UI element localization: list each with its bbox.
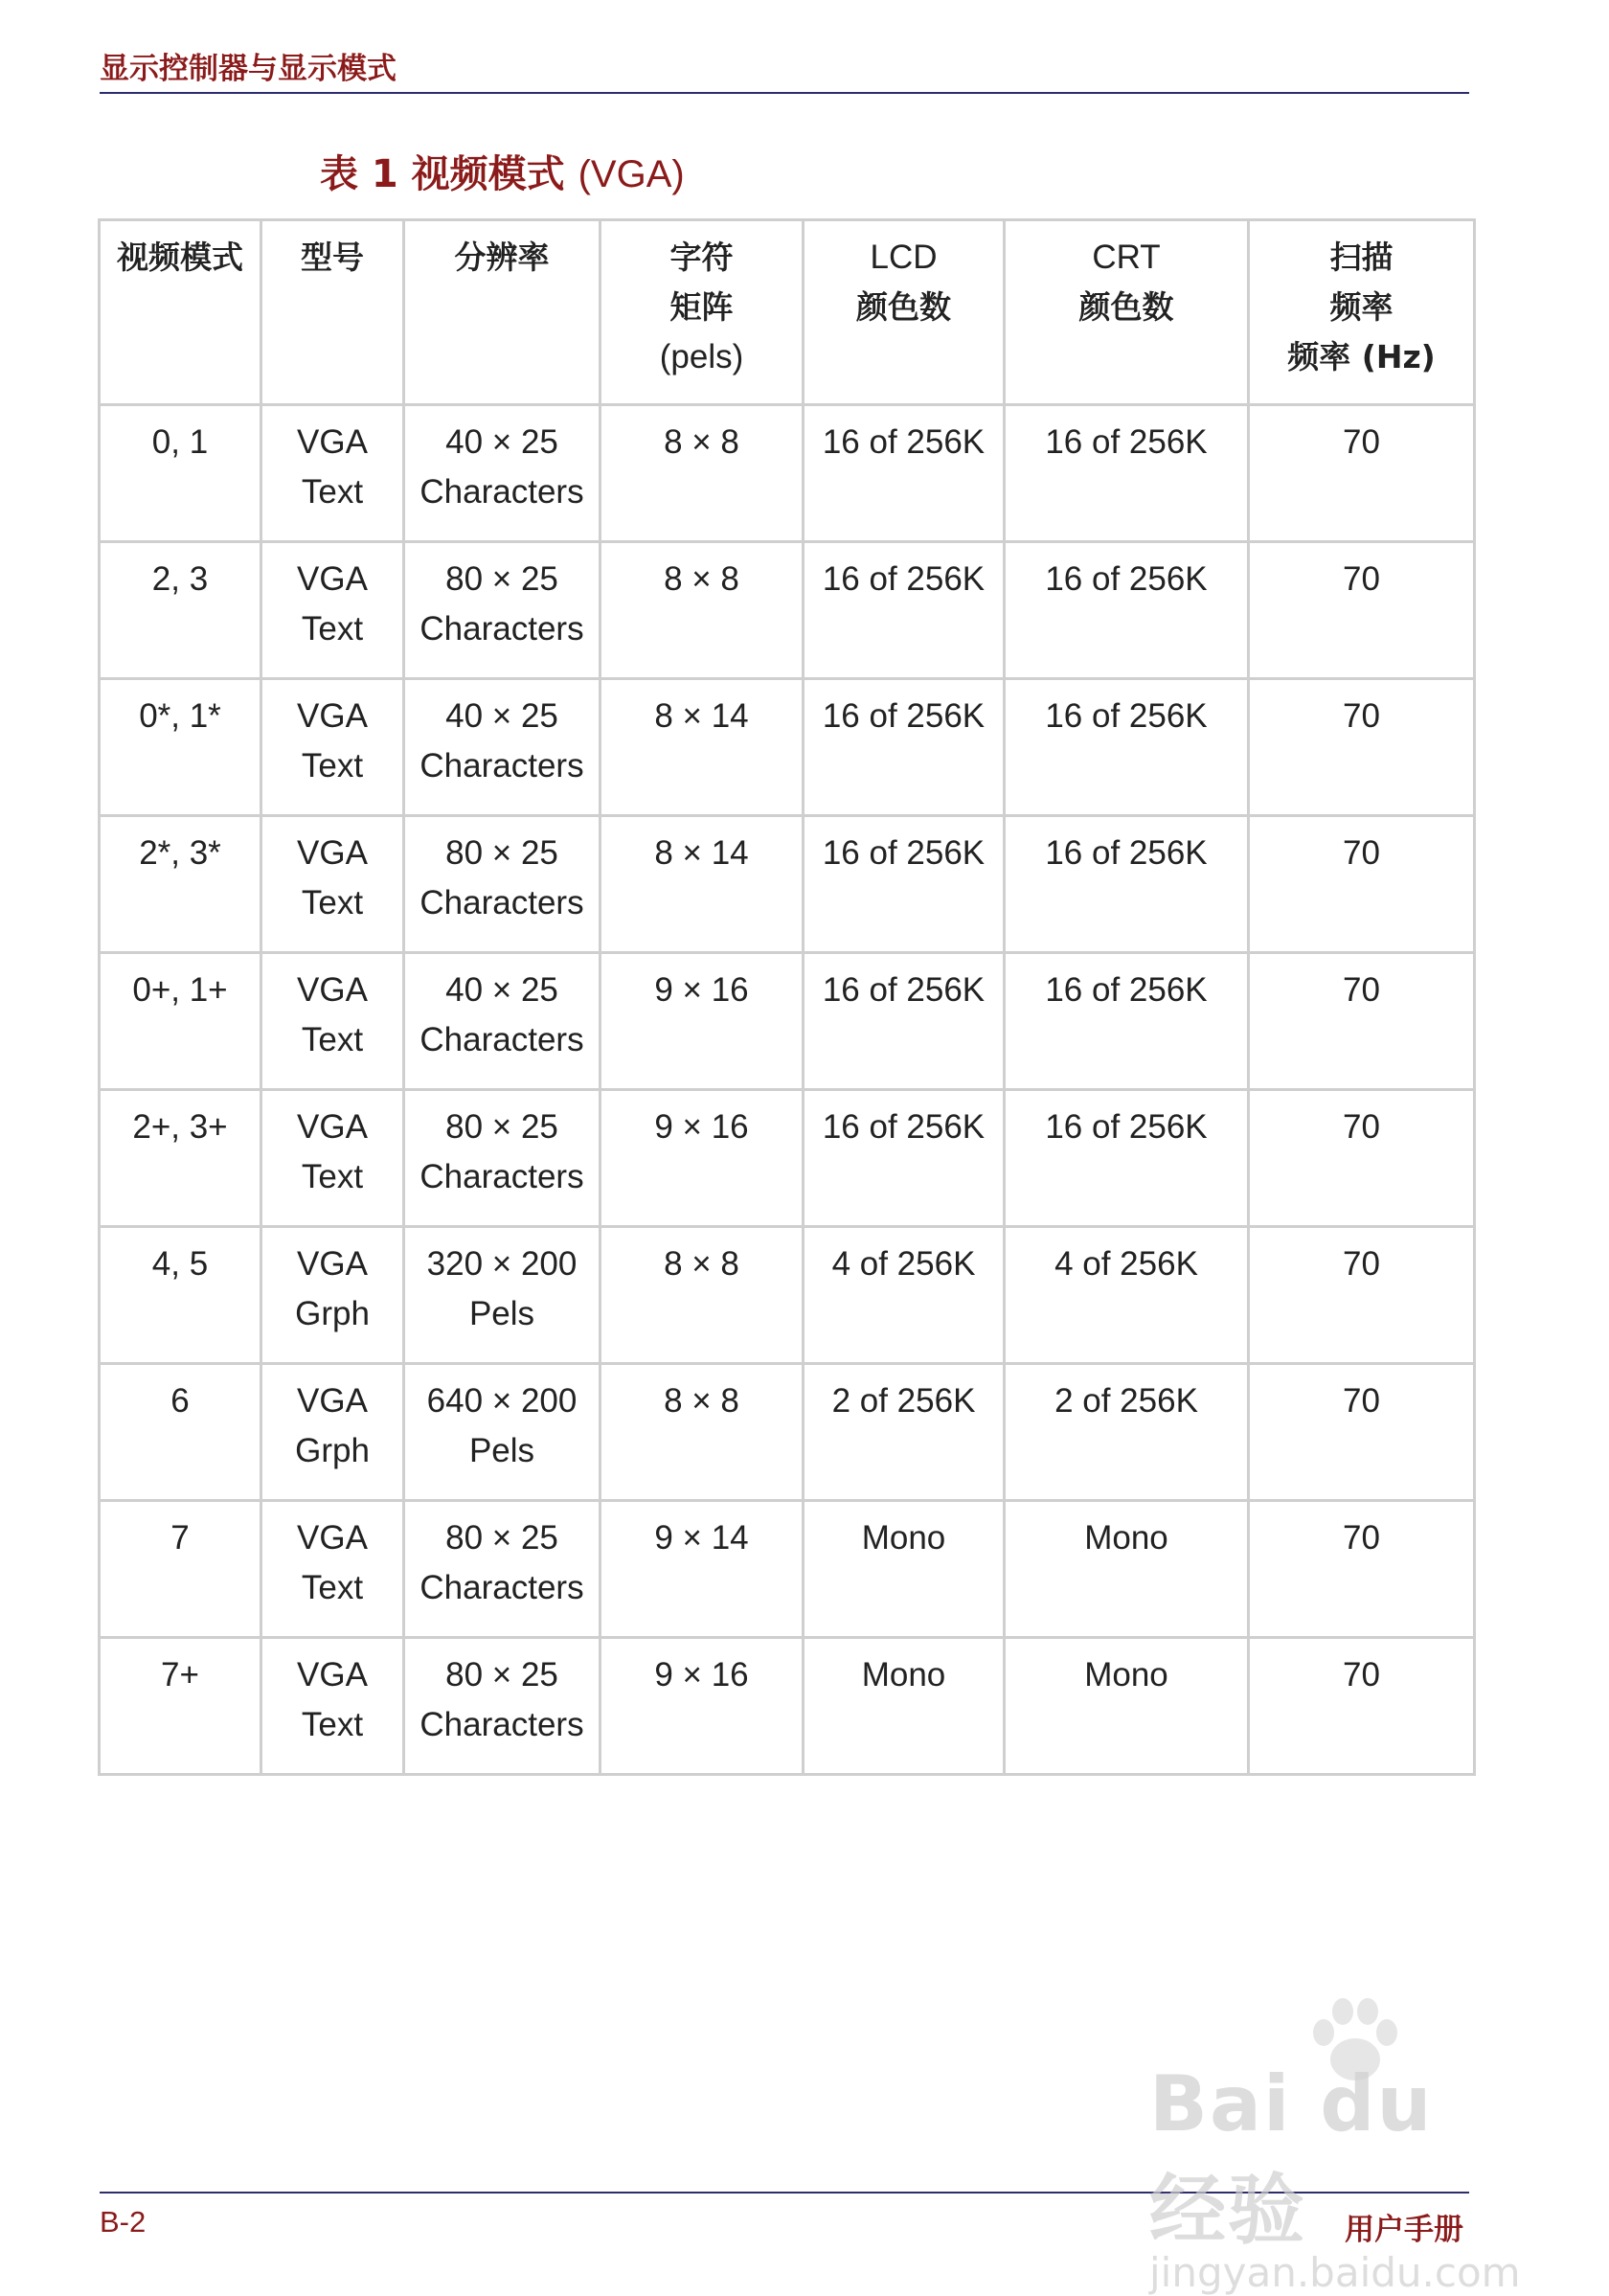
column-header-line: 矩阵: [669, 288, 734, 326]
matrix-cell: 8 × 8: [601, 1227, 804, 1364]
matrix-cell: 8 × 8: [601, 1364, 804, 1501]
resolution-cell-line: 320 × 200: [426, 1245, 578, 1283]
resolution-cell: [404, 816, 601, 953]
resolution-cell-line: Characters: [419, 1021, 584, 1058]
matrix-cell: 8 × 14: [601, 679, 804, 816]
resolution-cell: [404, 679, 601, 816]
column-header: [1005, 220, 1249, 405]
lcd-colors-cell: 16 of 256K: [804, 405, 1005, 542]
resolution-cell: [404, 405, 601, 542]
frequency-cell: 70: [1249, 405, 1475, 542]
type-cell-line: VGA: [297, 971, 368, 1009]
watermark-site: jingyan.baidu.com: [1149, 2249, 1521, 2296]
type-cell-line: VGA: [297, 1656, 368, 1694]
type-cell-line: Text: [301, 747, 364, 784]
type-cell-line: Grph: [295, 1295, 370, 1332]
crt-colors-cell: 16 of 256K: [1005, 816, 1249, 953]
crt-colors-cell: 2 of 256K: [1005, 1364, 1249, 1501]
frequency-cell: 70: [1249, 1364, 1475, 1501]
mode-cell: 2+, 3+: [100, 1090, 261, 1227]
resolution-cell: [404, 1638, 601, 1775]
table-row: [100, 953, 1475, 1090]
resolution-cell-line: Characters: [419, 747, 584, 784]
table-row: [100, 1638, 1475, 1775]
column-header-line: CRT: [1092, 239, 1161, 276]
column-header: [601, 220, 804, 405]
table-row: [100, 816, 1475, 953]
header-rule: [100, 92, 1469, 94]
resolution-cell-line: Characters: [419, 1569, 584, 1606]
lcd-colors-cell: 2 of 256K: [804, 1364, 1005, 1501]
column-header: [261, 220, 404, 405]
mode-cell: 6: [100, 1364, 261, 1501]
type-cell-line: VGA: [297, 423, 368, 461]
column-header: [804, 220, 1005, 405]
lcd-colors-cell: 16 of 256K: [804, 679, 1005, 816]
column-header-line: 频率 (Hz): [1287, 338, 1436, 375]
column-header-line: 频率: [1329, 288, 1394, 326]
crt-colors-cell: 16 of 256K: [1005, 953, 1249, 1090]
resolution-cell-line: 80 × 25: [445, 1108, 558, 1146]
lcd-colors-cell: 16 of 256K: [804, 953, 1005, 1090]
column-header: [1249, 220, 1475, 405]
matrix-cell: 8 × 8: [601, 542, 804, 679]
lcd-colors-cell: 4 of 256K: [804, 1227, 1005, 1364]
type-cell: [261, 542, 404, 679]
resolution-cell-line: 640 × 200: [426, 1382, 578, 1420]
type-cell-line: Text: [301, 1021, 364, 1058]
mode-cell: 7+: [100, 1638, 261, 1775]
table-body: [100, 405, 1475, 1775]
page-number: B-2: [100, 2205, 147, 2239]
lcd-colors-cell: 16 of 256K: [804, 816, 1005, 953]
column-header-line: 型号: [301, 239, 364, 276]
column-header: [100, 220, 261, 405]
frequency-cell: 70: [1249, 1501, 1475, 1638]
type-cell-line: VGA: [297, 1519, 368, 1557]
crt-colors-cell: 16 of 256K: [1005, 1090, 1249, 1227]
table-row: [100, 679, 1475, 816]
type-cell-line: VGA: [297, 834, 368, 872]
column-header-line: 颜色数: [856, 288, 951, 326]
column-header-line: 扫描: [1329, 239, 1394, 276]
lcd-colors-cell: 16 of 256K: [804, 1090, 1005, 1227]
column-header-line: 颜色数: [1078, 288, 1174, 326]
resolution-cell-line: Characters: [419, 473, 584, 511]
table-row: [100, 1501, 1475, 1638]
type-cell: [261, 405, 404, 542]
caption-prefix: 表 1 视频模式: [320, 152, 578, 196]
matrix-cell: 9 × 16: [601, 1638, 804, 1775]
resolution-cell: [404, 1501, 601, 1638]
type-cell-line: Text: [301, 1569, 364, 1606]
resolution-cell-line: 40 × 25: [445, 697, 558, 735]
resolution-cell-line: 40 × 25: [445, 971, 558, 1009]
resolution-cell-line: Pels: [468, 1432, 535, 1469]
watermark-brand: Bai du 经验: [1149, 2059, 1434, 2255]
type-cell-line: Text: [301, 610, 364, 648]
type-cell: [261, 1090, 404, 1227]
frequency-cell: 70: [1249, 679, 1475, 816]
matrix-cell: 9 × 14: [601, 1501, 804, 1638]
mode-cell: 7: [100, 1501, 261, 1638]
resolution-cell-line: Pels: [468, 1295, 535, 1332]
matrix-cell: 9 × 16: [601, 953, 804, 1090]
resolution-cell: [404, 1090, 601, 1227]
resolution-cell-line: 40 × 25: [445, 423, 558, 461]
type-cell-line: VGA: [297, 560, 368, 598]
type-cell-line: VGA: [297, 697, 368, 735]
crt-colors-cell: 16 of 256K: [1005, 405, 1249, 542]
type-cell: [261, 1638, 404, 1775]
mode-cell: 0*, 1*: [100, 679, 261, 816]
frequency-cell: 70: [1249, 953, 1475, 1090]
table-row: [100, 1364, 1475, 1501]
type-cell: [261, 816, 404, 953]
resolution-cell-line: 80 × 25: [445, 834, 558, 872]
resolution-cell: [404, 1227, 601, 1364]
type-cell: [261, 1364, 404, 1501]
matrix-cell: 8 × 14: [601, 816, 804, 953]
resolution-cell-line: 80 × 25: [445, 1519, 558, 1557]
crt-colors-cell: 16 of 256K: [1005, 679, 1249, 816]
crt-colors-cell: 16 of 256K: [1005, 542, 1249, 679]
caption-suffix: (VGA): [578, 153, 685, 195]
column-header-line: 视频模式: [117, 239, 243, 276]
type-cell: [261, 953, 404, 1090]
type-cell-line: VGA: [297, 1245, 368, 1283]
type-cell-line: Text: [301, 1158, 364, 1195]
resolution-cell-line: Characters: [419, 610, 584, 648]
resolution-cell: [404, 542, 601, 679]
mode-cell: 0+, 1+: [100, 953, 261, 1090]
type-cell-line: Text: [301, 473, 364, 511]
frequency-cell: 70: [1249, 542, 1475, 679]
matrix-cell: 9 × 16: [601, 1090, 804, 1227]
table-row: [100, 542, 1475, 679]
mode-cell: 0, 1: [100, 405, 261, 542]
table-row: [100, 405, 1475, 542]
type-cell-line: VGA: [297, 1382, 368, 1420]
table-caption: [320, 144, 685, 198]
type-cell-line: Grph: [295, 1432, 370, 1469]
frequency-cell: 70: [1249, 816, 1475, 953]
book-title: 用户手册: [1345, 2213, 1463, 2247]
lcd-colors-cell: 16 of 256K: [804, 542, 1005, 679]
type-cell: [261, 679, 404, 816]
table-header-row: [100, 220, 1475, 405]
type-cell-line: Text: [301, 1706, 364, 1743]
resolution-cell: [404, 1364, 601, 1501]
mode-cell: 2*, 3*: [100, 816, 261, 953]
resolution-cell-line: 80 × 25: [445, 560, 558, 598]
video-mode-table: [98, 218, 1476, 1776]
lcd-colors-cell: Mono: [804, 1638, 1005, 1775]
type-cell-line: Text: [301, 884, 364, 921]
table-row: [100, 1227, 1475, 1364]
resolution-cell-line: Characters: [419, 884, 584, 921]
column-header: [404, 220, 601, 405]
column-header-line: 分辨率: [454, 239, 550, 276]
table-row: [100, 1090, 1475, 1227]
resolution-cell-line: Characters: [419, 1706, 584, 1743]
mode-cell: 2, 3: [100, 542, 261, 679]
crt-colors-cell: Mono: [1005, 1638, 1249, 1775]
frequency-cell: 70: [1249, 1090, 1475, 1227]
lcd-colors-cell: Mono: [804, 1501, 1005, 1638]
column-header-line: (pels): [659, 338, 744, 375]
frequency-cell: 70: [1249, 1638, 1475, 1775]
crt-colors-cell: 4 of 256K: [1005, 1227, 1249, 1364]
resolution-cell-line: Characters: [419, 1158, 584, 1195]
resolution-cell: [404, 953, 601, 1090]
type-cell: [261, 1501, 404, 1638]
running-header: 显示控制器与显示模式: [100, 52, 397, 86]
resolution-cell-line: 80 × 25: [445, 1656, 558, 1694]
frequency-cell: 70: [1249, 1227, 1475, 1364]
column-header-line: 字符: [669, 239, 734, 276]
column-header-line: LCD: [870, 239, 938, 276]
type-cell: [261, 1227, 404, 1364]
matrix-cell: 8 × 8: [601, 405, 804, 542]
mode-cell: 4, 5: [100, 1227, 261, 1364]
crt-colors-cell: Mono: [1005, 1501, 1249, 1638]
type-cell-line: VGA: [297, 1108, 368, 1146]
